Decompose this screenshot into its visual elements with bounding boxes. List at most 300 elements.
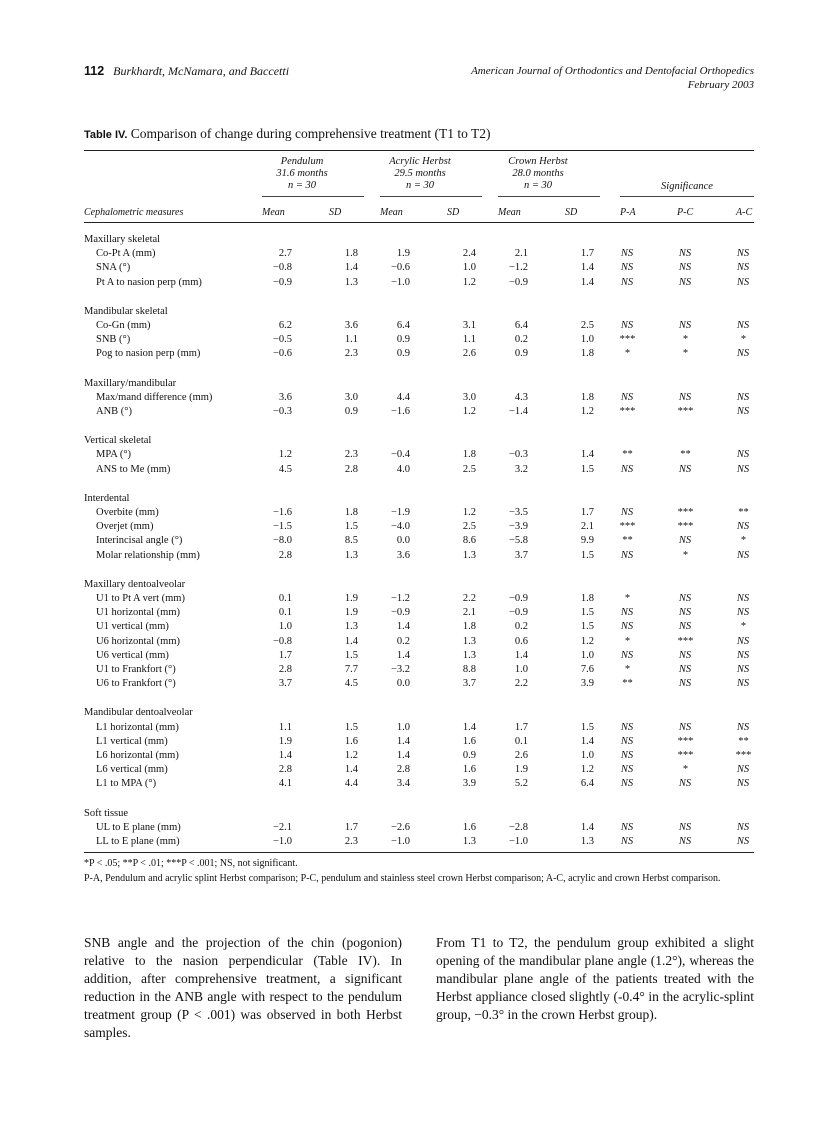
sd-value: 3.0 — [344, 391, 358, 403]
table-row — [0, 463, 838, 476]
significance-value: * — [740, 621, 746, 633]
measure-label: UL to E plane (mm) — [96, 821, 181, 833]
measure-label: Pt A to nasion perp (mm) — [96, 276, 202, 288]
sd-value: 1.6 — [462, 764, 476, 776]
measure-label: L6 vertical (mm) — [96, 764, 168, 776]
significance-value: NS — [678, 248, 692, 260]
sd-value: 1.4 — [580, 735, 594, 747]
significance-value: ** — [737, 507, 749, 518]
sd-value: 8.8 — [462, 664, 476, 675]
mean-value: 2.2 — [514, 678, 528, 690]
group-underline — [380, 196, 482, 197]
section-label: Interdental — [84, 492, 130, 504]
mean-value: −1.4 — [508, 406, 528, 417]
significance-value: NS — [620, 649, 634, 661]
sd-value: 0.9 — [344, 406, 358, 417]
mean-value: −1.2 — [390, 593, 410, 604]
mean-value: 3.7 — [278, 678, 292, 690]
significance-value: NS — [736, 836, 750, 847]
table-section-row — [0, 578, 838, 591]
measure-label: Overbite (mm) — [96, 507, 159, 518]
significance-value: NS — [620, 621, 634, 633]
mean-value: 1.1 — [278, 721, 292, 733]
group-duration: 29.5 months — [394, 168, 446, 179]
sd-value: 3.9 — [462, 778, 476, 790]
sd-value: 6.4 — [580, 778, 594, 790]
significance-value: NS — [678, 391, 692, 403]
significance-value: *** — [677, 635, 693, 647]
col-header-pc: P-C — [677, 207, 694, 218]
mean-value: 0.9 — [396, 348, 410, 360]
sd-value: 1.1 — [344, 334, 358, 346]
sd-value: 1.3 — [344, 621, 358, 633]
measure-label: ANS to Me (mm) — [96, 463, 171, 475]
sd-value: 0.9 — [462, 750, 476, 761]
sd-value: 2.3 — [344, 836, 358, 847]
sd-value: 2.5 — [462, 521, 476, 533]
section-label: Mandibular dentoalveolar — [84, 707, 193, 719]
table-row — [0, 319, 838, 332]
measure-label: U6 vertical (mm) — [96, 649, 169, 661]
mean-value: 6.2 — [278, 320, 292, 331]
table-row — [0, 448, 838, 461]
significance-value: NS — [620, 248, 634, 260]
group-name: Crown Herbst — [508, 156, 568, 167]
table-row — [0, 635, 838, 648]
significance-value: NS — [736, 721, 750, 733]
col-header-mean: Mean — [498, 207, 521, 218]
col-header-mean: Mean — [262, 207, 285, 218]
sd-value: 2.3 — [344, 348, 358, 360]
measure-label: Molar relationship (mm) — [96, 549, 200, 561]
sd-value: 1.8 — [580, 391, 594, 403]
table-row — [0, 261, 838, 274]
significance-value: * — [624, 593, 630, 604]
mean-value: −0.9 — [272, 276, 292, 288]
significance-value: * — [682, 764, 688, 776]
sd-value: 2.6 — [462, 348, 476, 360]
table-row — [0, 606, 838, 619]
measure-label: L1 horizontal (mm) — [96, 721, 179, 733]
table-row — [0, 347, 838, 360]
mean-value: 2.6 — [514, 750, 528, 761]
mean-value: −0.3 — [508, 449, 528, 461]
group-name: Acrylic Herbst — [389, 156, 451, 167]
table-row — [0, 835, 838, 848]
mean-value: 1.7 — [278, 649, 292, 661]
group-underline — [498, 196, 600, 197]
significance-value: NS — [620, 735, 634, 747]
sd-value: 9.9 — [580, 535, 594, 547]
mean-value: 1.9 — [514, 764, 528, 776]
measure-label: L1 vertical (mm) — [96, 735, 168, 747]
significance-value: *** — [677, 406, 693, 417]
mean-value: 0.2 — [396, 635, 410, 647]
body-text-right-column: From T1 to T2, the pendulum group exhibited a slight opening of the mandibular plane angle (1.2°), whereas the mandibular plane angle of the patients treated with the Herbst appliance closed slightly (-0.4° in the acrylic-splint group, −0.3° in the crown Herbst group). — [436, 935, 754, 1022]
sd-value: 1.4 — [580, 821, 594, 833]
sd-value: 8.6 — [462, 535, 476, 547]
significance-value: NS — [736, 821, 750, 833]
significance-value: NS — [620, 764, 634, 776]
measure-label: U1 vertical (mm) — [96, 621, 169, 633]
mean-value: −8.0 — [272, 535, 292, 547]
significance-value: NS — [678, 621, 692, 633]
col-header-sd: SD — [447, 207, 460, 218]
mean-value: 0.9 — [396, 334, 410, 346]
group-n: n = 30 — [287, 180, 317, 191]
sd-value: 1.2 — [580, 406, 594, 417]
mean-value: 1.4 — [396, 750, 410, 761]
significance-value: NS — [736, 262, 750, 274]
sd-value: 1.3 — [462, 549, 476, 561]
running-header-left — [84, 64, 289, 79]
mean-value: 1.0 — [396, 721, 410, 733]
mean-value: 3.6 — [278, 391, 292, 403]
significance-value: NS — [736, 391, 750, 403]
mean-value: 1.4 — [396, 649, 410, 661]
sd-value: 1.5 — [344, 649, 358, 661]
mean-value: 1.9 — [278, 735, 292, 747]
table-row — [0, 405, 838, 418]
mean-value: 4.4 — [396, 391, 410, 403]
sd-value: 1.5 — [580, 549, 594, 561]
group-n: n = 30 — [523, 180, 553, 191]
table-row — [0, 620, 838, 633]
group-underline — [620, 196, 754, 197]
significance-header: Significance — [661, 181, 713, 192]
significance-value: NS — [620, 721, 634, 733]
table-row — [0, 749, 838, 762]
mean-value: −1.9 — [390, 507, 410, 518]
sd-value: 2.5 — [580, 320, 594, 331]
mean-value: 1.4 — [278, 750, 292, 761]
table-row — [0, 777, 838, 790]
running-header-right — [471, 64, 754, 92]
mean-value: 2.8 — [278, 664, 292, 675]
section-label: Soft tissue — [84, 807, 129, 819]
sd-value: 1.5 — [344, 721, 358, 733]
sd-value: 1.4 — [344, 764, 358, 776]
measure-label: SNA (°) — [96, 262, 131, 274]
mean-value: 1.0 — [278, 621, 292, 633]
table-row — [0, 592, 838, 605]
sd-value: 3.9 — [580, 678, 594, 690]
table-row — [0, 506, 838, 519]
significance-value: * — [740, 535, 746, 547]
mean-value: −1.5 — [272, 521, 292, 533]
measure-label: SNB (°) — [96, 334, 131, 346]
mean-value: −0.3 — [272, 406, 292, 417]
table-row — [0, 663, 838, 676]
significance-value: NS — [736, 521, 750, 533]
mean-value: −2.6 — [390, 821, 410, 833]
mean-value: 0.2 — [514, 334, 528, 346]
measure-label: Pog to nasion perp (mm) — [96, 348, 201, 360]
significance-value: * — [682, 549, 688, 561]
significance-value: ** — [621, 678, 633, 690]
mean-value: 1.4 — [514, 649, 528, 661]
mean-value: −0.9 — [508, 276, 528, 288]
mean-value: 4.1 — [278, 778, 292, 790]
significance-value: NS — [620, 391, 634, 403]
sd-value: 1.6 — [462, 821, 476, 833]
mean-value: 3.4 — [396, 778, 410, 790]
mean-value: −0.8 — [272, 262, 292, 274]
mean-value: −4.0 — [390, 521, 410, 533]
significance-value: *** — [619, 406, 635, 417]
table-row — [0, 247, 838, 260]
sd-value: 4.5 — [344, 678, 358, 690]
sd-value: 1.5 — [580, 721, 594, 733]
sd-value: 4.4 — [344, 778, 358, 790]
significance-value: NS — [678, 535, 692, 547]
measure-label: Co-Gn (mm) — [96, 320, 151, 331]
measure-label: Overjet (mm) — [96, 521, 154, 533]
mean-value: −0.8 — [272, 635, 292, 647]
significance-value: NS — [736, 593, 750, 604]
significance-value: NS — [736, 320, 750, 331]
sd-value: 1.0 — [462, 262, 476, 274]
measure-label: U1 to Pt A vert (mm) — [96, 593, 185, 604]
significance-value: * — [624, 635, 630, 647]
body-text-left-column: SNB angle and the projection of the chin (pogonion) relative to the nasion perpendicular (Table IV). In addition, after comprehensive treatment, a significant reduction in the ANB angle with respect to the pendulum treatment group (P < .001) was observed in both Herbst samples. — [84, 935, 402, 1040]
measure-label: U1 horizontal (mm) — [96, 607, 180, 619]
table-title: Comparison of change during comprehensive treatment (T1 to T2) — [130, 126, 491, 141]
measure-label: U6 horizontal (mm) — [96, 635, 180, 647]
sd-value: 1.8 — [344, 507, 358, 518]
sd-value: 1.7 — [344, 821, 358, 833]
mean-value: −1.6 — [390, 406, 410, 417]
sd-value: 1.0 — [580, 334, 594, 346]
mean-value: −0.9 — [508, 593, 528, 604]
significance-value: ** — [679, 449, 691, 461]
significance-value: ** — [621, 449, 633, 461]
table-section-row — [0, 305, 838, 318]
col-header-sd: SD — [329, 207, 342, 218]
mean-value: −0.9 — [390, 607, 410, 619]
group-header-acrylic-herbst — [380, 156, 460, 192]
mean-value: 0.2 — [514, 621, 528, 633]
sd-value: 1.8 — [580, 593, 594, 604]
measure-label: U1 to Frankfort (°) — [96, 664, 176, 675]
significance-value: NS — [620, 836, 634, 847]
sd-value: 1.0 — [580, 750, 594, 761]
journal-name: American Journal of Orthodontics and Dentofacial Orthopedics — [471, 65, 754, 77]
significance-value: NS — [678, 721, 692, 733]
mean-value: 5.2 — [514, 778, 528, 790]
significance-value: NS — [736, 678, 750, 690]
significance-value: *** — [677, 750, 693, 761]
sd-value: 1.6 — [462, 735, 476, 747]
significance-value: NS — [736, 549, 750, 561]
sd-value: 1.4 — [580, 262, 594, 274]
significance-value: *** — [677, 521, 693, 533]
significance-value: NS — [736, 635, 750, 647]
mean-value: −1.0 — [390, 276, 410, 288]
significance-value: NS — [678, 276, 692, 288]
significance-value: NS — [736, 607, 750, 619]
sd-value: 1.8 — [580, 348, 594, 360]
significance-value: *** — [619, 521, 635, 533]
mean-value: 1.0 — [514, 664, 528, 675]
table-top-rule — [84, 150, 754, 151]
sd-value: 3.7 — [462, 678, 476, 690]
table-row — [0, 520, 838, 533]
measure-label: L1 to MPA (°) — [96, 778, 157, 790]
significance-value: NS — [736, 276, 750, 288]
section-label: Maxillary skeletal — [84, 234, 161, 245]
mean-value: −1.2 — [508, 262, 528, 274]
table-bottom-rule — [84, 852, 754, 853]
sd-value: 2.8 — [344, 463, 358, 475]
group-duration: 28.0 months — [512, 168, 564, 179]
mean-value: −0.6 — [272, 348, 292, 360]
table-row — [0, 333, 838, 346]
measure-label: U6 to Frankfort (°) — [96, 678, 176, 690]
mean-value: −1.0 — [390, 836, 410, 847]
significance-value: ** — [621, 535, 633, 547]
significance-value: NS — [678, 678, 692, 690]
group-n: n = 30 — [405, 180, 435, 191]
sd-value: 1.2 — [462, 406, 476, 417]
significance-value: * — [624, 664, 630, 675]
significance-value: * — [740, 334, 746, 346]
mean-value: −0.9 — [508, 607, 528, 619]
significance-value: NS — [678, 778, 692, 790]
mean-value: 6.4 — [396, 320, 410, 331]
significance-value: NS — [678, 821, 692, 833]
significance-value: *** — [619, 334, 635, 346]
significance-value: NS — [736, 778, 750, 790]
table-section-row — [0, 492, 838, 505]
sd-value: 1.2 — [462, 507, 476, 518]
significance-value: NS — [678, 593, 692, 604]
section-label: Vertical skeletal — [84, 435, 152, 447]
significance-value: *** — [677, 735, 693, 747]
significance-value: NS — [620, 607, 634, 619]
measure-label: L6 horizontal (mm) — [96, 750, 179, 761]
mean-value: −1.0 — [272, 836, 292, 847]
sd-value: 2.1 — [580, 521, 594, 533]
significance-value: ** — [737, 735, 749, 747]
sd-value: 1.8 — [462, 449, 476, 461]
table-section-row — [0, 377, 838, 390]
sd-value: 2.1 — [462, 607, 476, 619]
mean-value: −2.8 — [508, 821, 528, 833]
mean-value: 0.6 — [514, 635, 528, 647]
mean-value: −0.5 — [272, 334, 292, 346]
significance-value: * — [624, 348, 630, 360]
mean-value: −2.1 — [272, 821, 292, 833]
significance-value: NS — [620, 778, 634, 790]
significance-value: NS — [736, 664, 750, 675]
table-row — [0, 549, 838, 562]
sd-value: 1.8 — [344, 248, 358, 260]
mean-value: 2.1 — [514, 248, 528, 260]
sd-value: 1.1 — [462, 334, 476, 346]
sd-value: 1.5 — [580, 607, 594, 619]
significance-value: NS — [736, 406, 750, 417]
mean-value: 1.9 — [396, 248, 410, 260]
significance-value: NS — [620, 507, 634, 518]
table-section-row — [0, 807, 838, 820]
mean-value: 0.1 — [514, 735, 528, 747]
sd-value: 1.3 — [580, 836, 594, 847]
significance-value: * — [682, 348, 688, 360]
mean-value: −5.8 — [508, 535, 528, 547]
col-header-ac: A-C — [736, 207, 753, 218]
sd-value: 2.5 — [462, 463, 476, 475]
significance-value: NS — [736, 449, 750, 461]
mean-value: −0.4 — [390, 449, 410, 461]
significance-value: NS — [678, 664, 692, 675]
mean-value: −0.6 — [390, 262, 410, 274]
significance-value: NS — [736, 463, 750, 475]
mean-value: −3.9 — [508, 521, 528, 533]
sd-value: 1.7 — [580, 248, 594, 260]
table-footnote-significance: *P < .05; **P < .01; ***P < .001; NS, not significant. — [84, 858, 298, 869]
mean-value: 1.7 — [514, 721, 528, 733]
mean-value: 0.0 — [396, 535, 410, 547]
group-duration: 31.6 months — [276, 168, 328, 179]
table-row — [0, 735, 838, 748]
mean-value: 0.9 — [514, 348, 528, 360]
significance-value: NS — [678, 262, 692, 274]
significance-value: NS — [678, 463, 692, 475]
sd-value: 7.7 — [344, 664, 358, 675]
sd-value: 3.1 — [462, 320, 476, 331]
sd-value: 8.5 — [344, 535, 358, 547]
sd-value: 7.6 — [580, 664, 594, 675]
table-row — [0, 763, 838, 776]
group-name: Pendulum — [280, 156, 324, 167]
section-label: Maxillary/mandibular — [84, 377, 177, 389]
sd-value: 1.5 — [344, 521, 358, 533]
sd-value: 1.5 — [580, 621, 594, 633]
mean-value: 0.0 — [396, 678, 410, 690]
significance-value: NS — [678, 836, 692, 847]
mean-value: 4.5 — [278, 463, 292, 475]
mean-value: 4.0 — [396, 463, 410, 475]
table-row — [0, 721, 838, 734]
table-section-row — [0, 233, 838, 246]
significance-value: NS — [620, 276, 634, 288]
measure-label: Max/mand difference (mm) — [96, 391, 213, 403]
sd-value: 3.0 — [462, 391, 476, 403]
group-underline — [262, 196, 364, 197]
measure-label: MPA (°) — [96, 449, 132, 461]
col-header-sd: SD — [565, 207, 578, 218]
sd-value: 1.3 — [462, 836, 476, 847]
significance-value: NS — [678, 320, 692, 331]
significance-value: NS — [620, 750, 634, 761]
significance-value: NS — [620, 262, 634, 274]
sd-value: 1.8 — [462, 621, 476, 633]
measure-label: LL to E plane (mm) — [96, 836, 180, 847]
table-row — [0, 276, 838, 289]
sd-value: 1.4 — [462, 721, 476, 733]
mean-value: 3.2 — [514, 463, 528, 475]
significance-value: NS — [736, 348, 750, 360]
table-footnote-abbreviations: P-A, Pendulum and acrylic splint Herbst comparison; P-C, pendulum and stainless steel crown Herbst comparison; A-C, acrylic and crown Herbst comparison. — [84, 873, 721, 884]
mean-value: 4.3 — [514, 391, 528, 403]
significance-value: * — [682, 334, 688, 346]
section-label: Mandibular skeletal — [84, 305, 168, 317]
mean-value: 2.8 — [396, 764, 410, 776]
sd-value: 1.3 — [462, 635, 476, 647]
significance-value: *** — [735, 750, 751, 761]
sd-value: 1.4 — [344, 635, 358, 647]
